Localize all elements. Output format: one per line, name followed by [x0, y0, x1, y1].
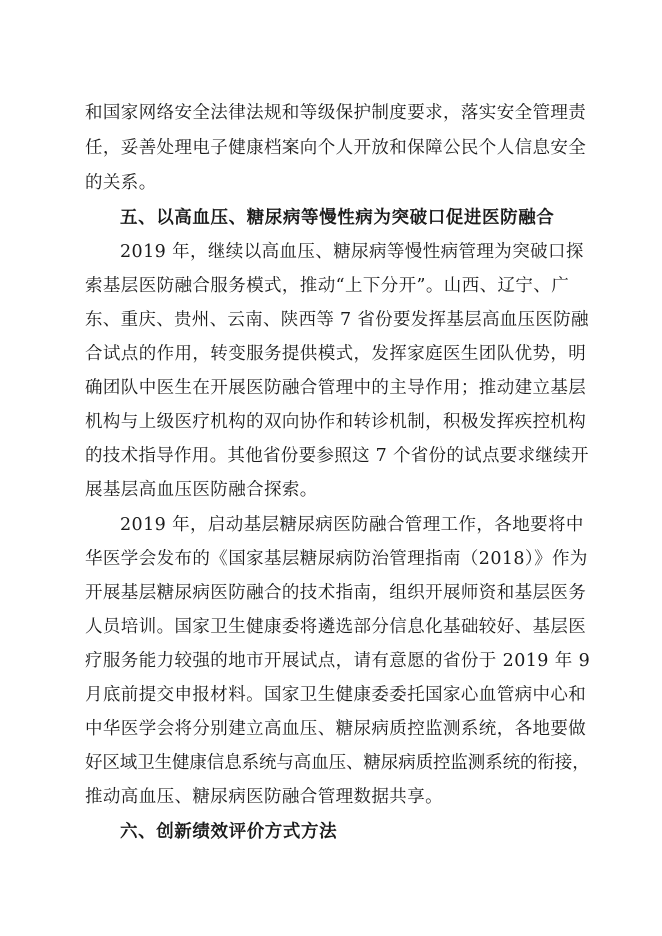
paragraph-line: 合试点的作用，转变服务提供模式，发挥家庭医生团队优势，明: [85, 344, 587, 364]
paragraph-line: 机构与上级医疗机构的双向协作和转诊机制，积极发挥疾控机构: [85, 412, 587, 432]
paragraph-line: 好区域卫生健康信息系统与高血压、糖尿病质控监测系统的衔接，: [85, 753, 590, 773]
paragraph-line: 月底前提交申报材料。国家卫生健康委委托国家心血管病中心和: [85, 685, 587, 705]
paragraph-line: 中华医学会将分别建立高血压、糖尿病质控监测系统，各地要做: [85, 719, 587, 739]
section-heading-6: 六、创新绩效评价方式方法: [120, 822, 338, 842]
paragraph-line: 的关系。: [85, 173, 157, 193]
paragraph-line: 和国家网络安全法律法规和等级保护制度要求，落实安全管理责: [85, 103, 587, 123]
paragraph-line: 任，妥善处理电子健康档案向个人开放和保障公民个人信息安全: [85, 138, 587, 158]
paragraph-line: 疗服务能力较强的地市开展试点，请有意愿的省份于 2019 年 9: [85, 651, 591, 671]
paragraph-line: 人员培训。国家卫生健康委将遴选部分信息化基础较好、基层医: [85, 617, 587, 637]
paragraph-line: 确团队中医生在开展医防融合管理中的主导作用；推动建立基层: [85, 378, 587, 398]
paragraph-line: 的技术指导作用。其他省份要参照这 7 个省份的试点要求继续开: [85, 446, 589, 466]
paragraph-line: 2019 年，继续以高血压、糖尿病等慢性病管理为突破口探: [120, 242, 584, 262]
paragraph-line: 推动高血压、糖尿病医防融合管理数据共享。: [85, 787, 443, 807]
paragraph-line: 展基层高血压医防融合探索。: [85, 480, 318, 500]
paragraph-line: 东、重庆、贵州、云南、陕西等 7 省份要发挥基层高血压医防融: [85, 310, 589, 330]
paragraph-line: 开展基层糖尿病医防融合的技术指南，组织开展师资和基层医务: [85, 583, 587, 603]
paragraph-line: 2019 年，启动基层糖尿病医防融合管理工作，各地要将中: [120, 515, 584, 535]
paragraph-line: 索基层医防融合服务模式，推动“上下分开”。山西、辽宁、广: [85, 276, 570, 296]
paragraph-line: 华医学会发布的《国家基层糖尿病防治管理指南（2018）》作为: [85, 549, 588, 569]
section-heading-5: 五、以高血压、糖尿病等慢性病为突破口促进医防融合: [120, 208, 555, 228]
